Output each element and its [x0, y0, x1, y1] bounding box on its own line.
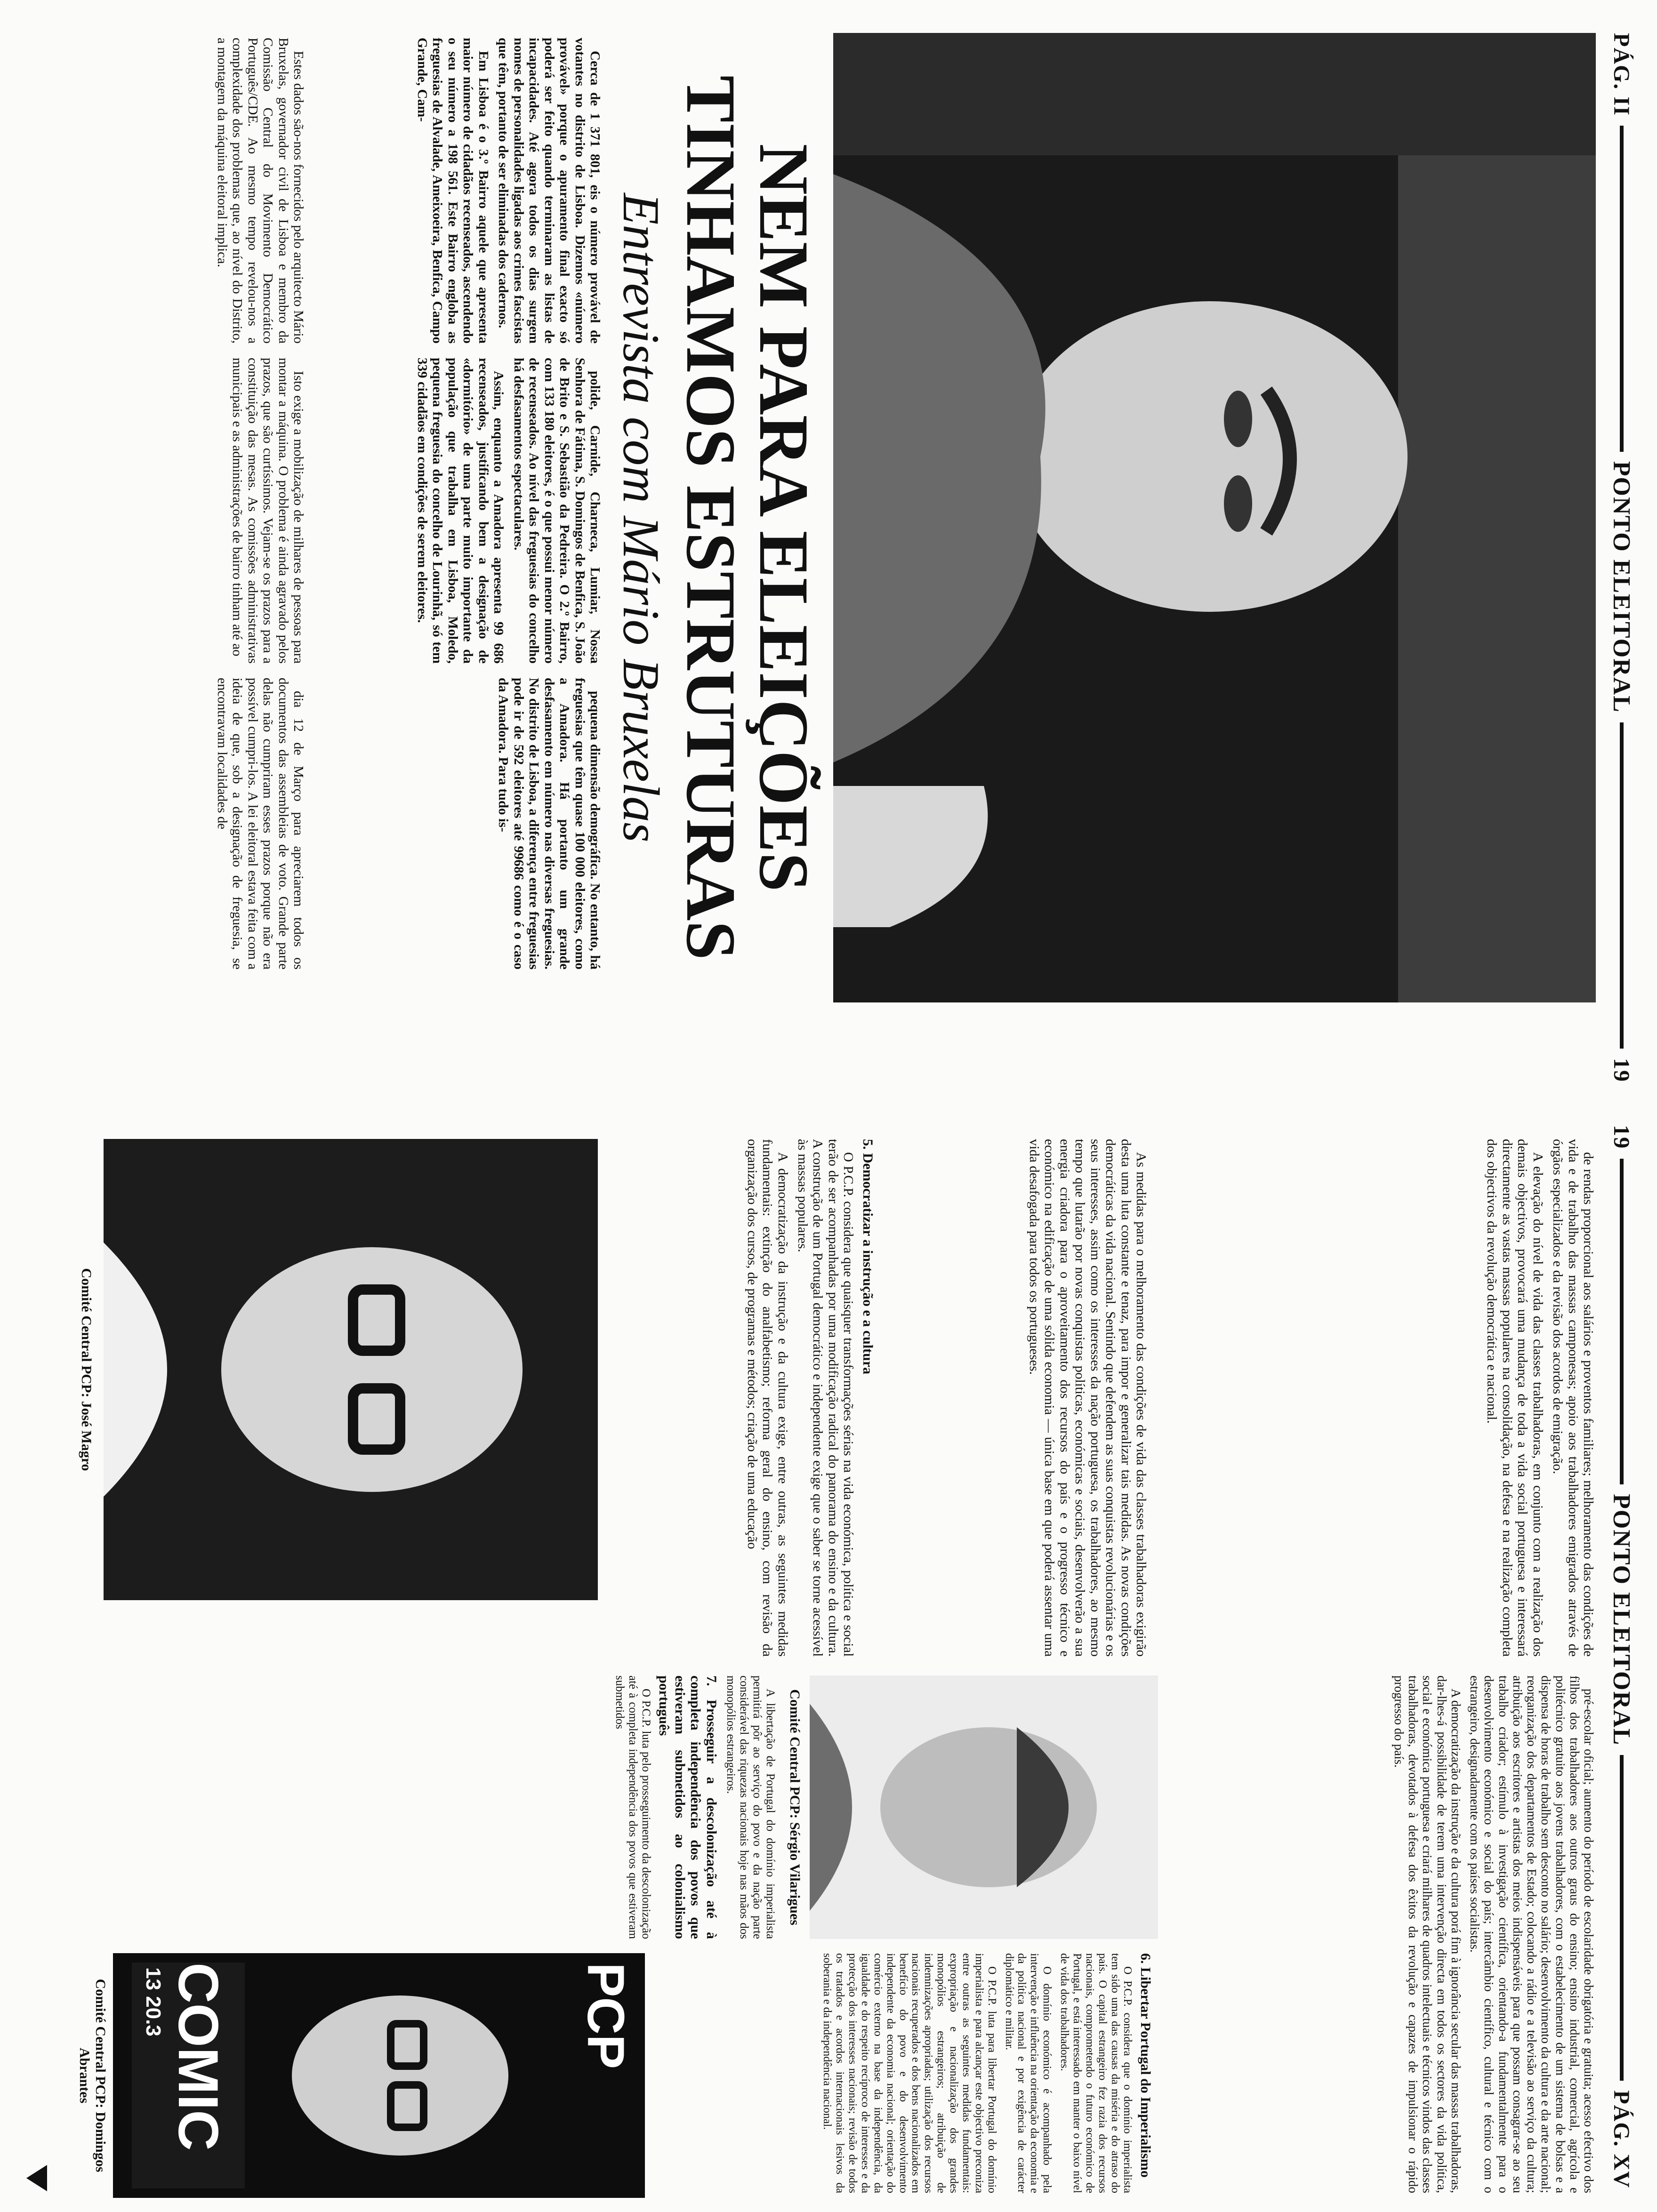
section-heading: 6. Libertar Portugal do Imperialismo [1138, 1953, 1153, 2178]
paragraph: Cerca de 1 371 801, eis o número provável de votantes no distrito de Lisboa. Dizemos «número provável» porque o apuramento final exacto só poderá ser feito quando terminaram as listas de incapacidades. Até agora todos os dias surgem nomes de personalidades ligadas aos crimes fascistas que têm, portanto de ser eliminadas dos cadernos. [496, 38, 603, 344]
header-rule [1620, 1159, 1624, 1484]
paragraph: A elevação do nível de vida das classes trabalhadoras, em conjunto com a realização dos demais objectivos, provocará uma mudança de toda a vida social portuguesa e interessará directamente as vastas massas populares na consolidação, na defesa e na realização completa dos objectivos da revolução democrática e nacional. [1484, 1139, 1545, 1657]
right-page-badge: 19 [1609, 1125, 1634, 1149]
photo-jose-magro-art [104, 1139, 598, 1600]
paragraph: Estes dados são-nos fornecidos pelo arquitecto Mário Bruxelas, governador civil de Lisboa e membro da Comissão Central do Movimento Democrático Português/CDE. Ao mesmo tempo revelou-nos a complexidade dos problemas que, ao nível do Distrito, a montagem da máquina eleitoral implica. [214, 38, 306, 344]
paragraph: polide, Carnide, Charneca, Lumiar, Nossa Senhora de Fátima, S. Domingos de Benfica, S. João de Brito e S. Sebastião da Pedreira. O 2.º Bairro, com 133 180 eleitores, é o que possui menor número de recenseados. Ao nível das freguesias do concelho há desfasamentos espectaculares. [511, 358, 603, 664]
paragraph: O domínio económico é acompanhado pela intervenção e influência na orientação da economia e da política nacional e por exigência de carácter diplomático e militar. [1003, 1953, 1054, 2193]
poster-text-bottom: COMIC [167, 1963, 230, 2151]
header-rule [1620, 126, 1624, 452]
left-page-badge: 19 [1609, 1058, 1634, 1083]
right-section-title: PONTO ELEITORAL [1608, 1494, 1635, 1746]
left-section-title: PONTO ELEITORAL [1608, 461, 1635, 713]
portrait-photo-mario-bruxelas [833, 33, 1596, 1002]
paragraph: O P.C.P. luta para libertar Portugal do domínio imperialista e para alcançar este objectivo preconiza entre outras as seguintes medidas fundamentais: expropriação e nacionalização dos grandes monopólios estrangeiros; atribuição de indemnizações apropriadas; utilização dos recursos nacionais recuperados e dos bens nacionalizados em benefício do povo e do desenvolvimento independente da economia nacional; orientação do comércio externo na base da independência, da igualdade e do respeito recíproco de interesses e da protecção dos interesses nacionais; revisão de todos os tratados e acordos internacionais lesivos da soberania e da independência nacional. [821, 1953, 998, 2193]
paragraph: As medidas para o melhoramento das condições de vida das classes trabalhadoras exigirão desta uma luta constante e tenaz, para impor e generalizar tais medidas. As novas condições democráticas da vida nacional. Sentindo que defendem as suas conquistas revolucionárias e os seus interesses, assim como os interesses da nação portuguesa, os trabalhadores, ao mesmo tempo que lutarão por novas conquistas políticas, económicas e sociais, desenvolverão a sua energia criadora para o aproveitamento dos recursos do país e o progresso técnico e económico na edificação de uma sólida economia — única base em que poderá assentar uma vida desafogada para todos os portugueses. [1026, 1139, 1149, 1657]
article-column-2 [339, 358, 603, 664]
article-column-c [617, 1139, 880, 1657]
paragraph: A democratização da instrução e da cultura porá fim à ignorância secular das massas trabalhadoras, dar-lhes-á possibilidade de terem uma intervenção directa em todos os sectores da vida política, social e económica portuguesa e criará milhares de quadros intelectuais e técnicos vindos das classes trabalhadoras, devotados à defesa dos êxitos da revolução e capazes de impulsionar o rápido progresso do país. [1392, 1675, 1463, 2193]
article-column-1 [339, 38, 603, 344]
poster-text-top: PCP [577, 1963, 635, 2069]
section-heading: 7. Prosseguir a descolonização até à completa independência dos povos que estiveram submetidos ao colonialismo português [656, 1675, 719, 1939]
paragraph: Isto exige a mobilização de milhares de pessoas para montar a máquina. O problema é ainda agravado pelos prazos, que são curtíssimos. Vejam-se os prazos para a constituição das mesas. As comissões administrativas municipais e as administrações de bairro tinham até ao [230, 358, 306, 664]
paragraph: Em Lisboa é o 3.º Bairro aquele que apresenta maior número de cidadãos recenseados, ascendendo o seu número a 198 561. Este Bairro engloba as freguesias de Alvalade, Ameixoeira, Benfica, Campo Grande, Cam- [414, 38, 491, 344]
poster-text-small: 13 20.3 [142, 1967, 165, 2036]
left-page-number: PÁG. II [1609, 33, 1634, 116]
header-rule [1620, 722, 1624, 1049]
photo-sergio-vilarigues-art [810, 1675, 1158, 1939]
article-column-3 [339, 678, 603, 970]
continued-arrow-icon [26, 2165, 47, 2191]
paragraph: A democratização da instrução e da cultura exige, entre outras, as seguintes medidas fundamentais: extinção do analfabetismo; reforma geral do ensino, com revisão da organização dos cursos, de programas e métodos; criação de uma educação [744, 1139, 790, 1657]
paragraph: A libertação de Portugal do domínio imperialista permitirá pôr ao serviço do povo e da nação parte considerável das riquezas nacionais hoje nas mãos dos monopólios estrangeiros. [724, 1675, 777, 1939]
article-column-d [1172, 1675, 1596, 2193]
paragraph: Assim, enquanto a Amadora apresenta 99 686 recenseados, justificando bem a designação de «dormitório» de uma parte muito importante da população que trabalha em Lisboa, Moledo, pequena freguesia do concelho de Lourinhã, só tem 339 cidadãos em condições de serem eleitores. [414, 358, 507, 664]
headline-line-2: TINHAMOS ESTRUTURAS [672, 75, 750, 960]
paragraph: dia 12 de Março para apreciarem todos os documentos das assembleias de voto. Grande parte delas não cumpriram esses prazos porque não era possível cumpri-los. A lei eleitoral estava feita com a ideia de que, sob a designação de freguesia, se encontravam localidades de [214, 678, 306, 970]
paragraph: de rendas proporcional aos salários e proventos familiares; melhoramento das condições de vida e de trabalho das massas camponesas; apoio aos trabalhadores emigrados através de órgãos especializados e da revisão dos acordos de emigração. [1550, 1139, 1596, 1657]
photo-domingos-abrantes [113, 1953, 645, 2198]
paragraph: pequena dimensão demográfica. No entanto, há freguesias que têm quase 100 000 eleitores, como a Amadora. Há portanto um grande desfasamento em número nas diversas freguesias. No distrito de Lisboa, a diferença entre freguesias pode ir de 592 eleitores até 99686 como é o caso da Amadora. Para tudo is- [496, 678, 603, 970]
article-column-a [1172, 1139, 1596, 1657]
paragraph: O P.C.P. luta pelo prosseguimento da descolonização até à completa independência dos povos que estiveram submetidos [613, 1675, 652, 1939]
paragraph: O P.C.P. considera que o domínio imperialista tem sido uma das causas da miséria e do atraso do país. O capital estrangeiro fez razia dos recursos nacionais, comprometendo o futuro económico de Portugal, e está interessado em manter o baixo nível de vida dos trabalhadores. [1058, 1953, 1134, 2193]
article-column-e [659, 1953, 1158, 2193]
caption-jose-magro: Comité Central PCP: José Magro [79, 1268, 94, 1471]
right-page-header [1605, 1125, 1638, 2188]
left-page-header [1605, 33, 1638, 1082]
portrait-photo-art [833, 33, 1596, 1002]
headline-deck: Entrevista com Mário Bruxelas [612, 193, 670, 842]
paragraph: O P.C.P. considera que quaisquer transformações sérias na vida económica, política e social terão de ser acompanhadas por uma modificação radical do panorama do ensino e da cultura. A construção de um Portugal democrático e independente exige que o saber se torne acessível às massas populares. [795, 1139, 856, 1657]
caption-domingos-abrantes: Comité Central PCP: Domingos Abrantes [77, 1979, 108, 2172]
headline-line-1: NEM PARA ELEIÇÕES [745, 144, 823, 892]
article-column-4 [42, 38, 306, 344]
header-rule [1620, 1755, 1624, 2081]
photo-sergio-vilarigues [810, 1675, 1158, 1939]
photo-jose-magro [104, 1139, 598, 1600]
right-page [0, 1106, 1657, 2212]
section-heading: 5. Democratizar a instrução e a cultura [860, 1139, 876, 1375]
article-column-6 [42, 678, 306, 970]
article-column-5 [42, 358, 306, 664]
right-page-number: PÁG. XV [1609, 2090, 1634, 2189]
article-column-b [894, 1139, 1149, 1657]
caption-sergio-vilarigues: Comité Central PCP: Sérgio Vilarigues [787, 1689, 803, 1925]
article-column-f [513, 1675, 777, 1939]
paragraph: pré-escolar oficial; aumento do período de escolaridade obrigatória e gratuita; acesso efectivo dos filhos dos trabalhadores aos outros graus do ensino; ensino industrial, comercial, agrícola e politécnico gratuito aos jovens trabalhadores, com o estabelecimento de um sistema de bolsas e a dispensa de horas de trabalho sem desconto no salário; desenvolvimento da cultura e da arte nacional; reorganização dos departamentos de Estado; colocando a rádio e a televisão ao serviço da cultura; atribuição aos escritores e artistas dos meios indispensáveis para que possam consagrar-se ao seu trabalho criador; estímulo à investigação científica, orientando-a fundamentalmente para o desenvolvimento económico e social do país; intercâmbio científico, cultural e técnico com o estrangeiro, designadamente com os países socialistas. [1468, 1675, 1596, 2193]
